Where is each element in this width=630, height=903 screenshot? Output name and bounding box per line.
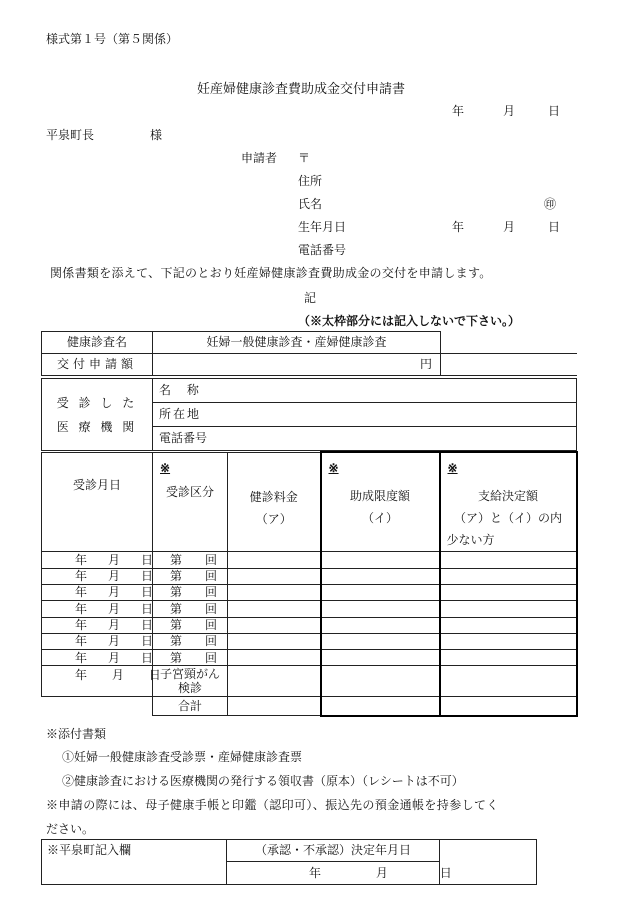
row-year: 年 — [75, 569, 88, 584]
row-decided — [440, 633, 577, 649]
birth-day: 日 — [548, 220, 561, 234]
ki-label: 記 — [304, 291, 317, 305]
table-row — [42, 568, 577, 584]
form-number: 様式第１号（第５関係） — [46, 32, 179, 46]
addressee-honorific: 様 — [150, 128, 163, 142]
birth-month: 月 — [503, 220, 516, 234]
table-row — [42, 650, 577, 666]
cervical-decided — [440, 666, 577, 697]
row-category-prefix: 第 — [170, 618, 183, 633]
cervical-date[interactable] — [42, 666, 161, 697]
detail-table — [41, 451, 578, 717]
decision-label: （承認・不承認）決定年月日 — [227, 840, 440, 862]
row-date[interactable] — [42, 650, 153, 666]
birth-year: 年 — [452, 220, 465, 234]
row-decided — [440, 584, 577, 600]
row-limit — [321, 568, 440, 584]
decision-day: 日 — [439, 865, 452, 880]
clinic-phone-field[interactable] — [153, 427, 577, 451]
attachment-note-2: ださい。 — [46, 822, 95, 836]
total-label: 合計 — [153, 697, 228, 716]
row-category-prefix: 第 — [170, 585, 183, 600]
postal-mark: 〒 — [298, 151, 311, 165]
row-limit — [321, 584, 440, 600]
birthdate-label: 生年月日 — [298, 220, 347, 234]
total-decided — [440, 697, 577, 716]
date-day: 日 — [548, 104, 561, 118]
attachments-heading: ※添付書類 — [46, 727, 107, 741]
page-title: 妊産婦健康診査費助成金交付申請書 — [197, 82, 406, 97]
phone-label: 電話番号 — [298, 243, 347, 257]
col-header-decided — [440, 452, 577, 552]
row-month: 月 — [108, 585, 121, 600]
row-month: 月 — [108, 601, 121, 616]
row-day: 日 — [141, 585, 154, 600]
row-limit — [321, 650, 440, 666]
attachment-item-1: ①妊婦一般健康診査受診票・産婦健康診査票 — [62, 750, 303, 764]
row-year: 年 — [75, 650, 88, 665]
total-limit — [321, 697, 440, 716]
row-category-suffix: 回 — [205, 569, 218, 584]
row-day: 日 — [141, 569, 154, 584]
clinic-phone-label: 電話番号 — [159, 431, 208, 446]
clinic-label-line1: 受 診 し た — [56, 395, 138, 410]
attachment-item-2: ②健康診査における医療機関の発行する領収書（原本）（レシートは不可） — [62, 774, 464, 788]
row-decided — [440, 601, 577, 617]
info-table — [41, 331, 577, 376]
row-year: 年 — [75, 634, 88, 649]
row-category-suffix: 回 — [205, 601, 218, 616]
row-category-suffix: 回 — [205, 634, 218, 649]
row-month: 月 — [108, 634, 121, 649]
cervical-year: 年 — [75, 668, 88, 683]
cervical-limit — [321, 666, 440, 697]
row-limit — [321, 617, 440, 633]
blank-cell — [42, 697, 153, 716]
blank-cell — [441, 354, 577, 376]
row-year: 年 — [75, 552, 88, 567]
yen-unit: 円 — [419, 357, 432, 372]
date-month: 月 — [503, 104, 516, 118]
row-month: 月 — [108, 650, 121, 665]
row-date[interactable] — [42, 568, 153, 584]
row-category-suffix: 回 — [205, 585, 218, 600]
row-date[interactable] — [42, 601, 153, 617]
office-box — [41, 839, 537, 885]
blank-cell — [441, 332, 577, 354]
address-label: 住所 — [298, 174, 323, 188]
mark-decided: ※ — [447, 461, 458, 475]
name-label: 氏名 — [298, 197, 323, 211]
office-label: ※平泉町記入欄 — [42, 840, 227, 885]
row-decided — [440, 568, 577, 584]
table-row — [42, 601, 577, 617]
row-category-prefix: 第 — [170, 552, 183, 567]
decision-month: 月 — [375, 865, 388, 880]
col-limit-label: 助成限度額 — [349, 489, 410, 504]
row-fee[interactable] — [228, 650, 321, 666]
col-header-date — [42, 452, 153, 552]
clinic-label-line2: 医 療 機 関 — [56, 419, 138, 434]
total-fee[interactable] — [228, 697, 321, 716]
row-category[interactable] — [153, 633, 228, 649]
row-category-suffix: 回 — [205, 650, 218, 665]
table-row — [42, 633, 577, 649]
row-limit — [321, 552, 440, 568]
col-decided-sub2: 少ない方 — [446, 533, 495, 548]
col-category-label: 受診区分 — [165, 484, 214, 499]
row-decided — [440, 650, 577, 666]
cervical-category: 子宮頸がん検診 — [153, 666, 228, 697]
col-date-label: 受診月日 — [72, 477, 121, 492]
col-limit-sub: （イ） — [361, 511, 398, 526]
row-fee[interactable] — [228, 617, 321, 633]
mark-category: ※ — [160, 460, 171, 475]
col-header-category — [153, 452, 228, 552]
row-date[interactable] — [42, 633, 153, 649]
row-category-prefix: 第 — [170, 601, 183, 616]
office-stamp-area — [440, 840, 537, 885]
row-limit — [321, 601, 440, 617]
row-date[interactable] — [42, 617, 153, 633]
clinic-name-field[interactable] — [153, 379, 577, 403]
amount-field[interactable] — [153, 354, 441, 376]
col-fee-sub: （ア） — [255, 511, 292, 526]
addressee-name: 平泉町長 — [46, 128, 95, 142]
row-month: 月 — [108, 618, 121, 633]
row-day: 日 — [141, 634, 154, 649]
clinic-table — [41, 378, 577, 451]
row-day: 日 — [141, 552, 154, 567]
row-category[interactable] — [153, 650, 228, 666]
row-category[interactable] — [153, 601, 228, 617]
date-year: 年 — [452, 104, 465, 118]
clinic-label — [42, 379, 153, 451]
row-category[interactable] — [153, 584, 228, 600]
row-fee[interactable] — [228, 568, 321, 584]
row-category[interactable] — [153, 568, 228, 584]
row-date[interactable] — [42, 552, 153, 568]
table-row — [42, 617, 577, 633]
row-month: 月 — [108, 569, 121, 584]
cervical-day: 日 — [148, 668, 161, 683]
col-decided-sub: （ア）と（イ）の内 — [453, 511, 562, 526]
table-row — [42, 552, 577, 568]
row-limit — [321, 633, 440, 649]
row-category-suffix: 回 — [205, 552, 218, 567]
row-day: 日 — [141, 618, 154, 633]
row-decided — [440, 617, 577, 633]
exam-name-label: 健康診査名 — [42, 332, 153, 354]
application-statement: 関係書類を添えて、下記のとおり妊産婦健康診査費助成金の交付を申請します。 — [50, 266, 492, 280]
decision-year: 年 — [309, 865, 322, 880]
col-decided-label: 支給決定額 — [477, 489, 538, 504]
row-fee[interactable] — [228, 552, 321, 568]
row-category[interactable] — [153, 617, 228, 633]
col-fee-label: 健診料金 — [249, 489, 298, 504]
row-fee[interactable] — [228, 633, 321, 649]
col-header-fee — [228, 452, 321, 552]
table-row — [42, 584, 577, 600]
decision-date[interactable] — [227, 862, 452, 885]
row-category[interactable] — [153, 552, 228, 568]
notice-text: （※太枠部分には記入しないで下さい。） — [298, 314, 521, 328]
clinic-name-label: 名 称 — [159, 383, 199, 398]
row-month: 月 — [108, 552, 121, 567]
applicant-label: 申請者 — [241, 151, 278, 165]
cervical-month: 月 — [111, 668, 124, 683]
cervical-fee[interactable] — [228, 666, 321, 697]
row-category-prefix: 第 — [170, 650, 183, 665]
row-day: 日 — [141, 650, 154, 665]
clinic-address-label: 所在地 — [159, 407, 202, 422]
col-header-limit — [321, 452, 440, 552]
row-category-prefix: 第 — [170, 569, 183, 584]
row-year: 年 — [75, 618, 88, 633]
row-category-suffix: 回 — [205, 618, 218, 633]
row-year: 年 — [75, 585, 88, 600]
seal-mark: ㊞ — [544, 197, 557, 211]
row-decided — [440, 552, 577, 568]
row-day: 日 — [141, 601, 154, 616]
row-category-prefix: 第 — [170, 634, 183, 649]
mark-limit: ※ — [328, 461, 339, 475]
row-fee[interactable] — [228, 584, 321, 600]
exam-name-value: 妊婦一般健康診査・産婦健康診査 — [153, 332, 441, 354]
clinic-address-field[interactable] — [153, 403, 577, 427]
row-fee[interactable] — [228, 601, 321, 617]
row-year: 年 — [75, 601, 88, 616]
amount-label: 交付申請額 — [42, 354, 153, 376]
row-date[interactable] — [42, 584, 153, 600]
attachment-note-1: ※申請の際には、母子健康手帳と印鑑（認印可）、振込先の預金通帳を持参してく — [46, 798, 499, 812]
